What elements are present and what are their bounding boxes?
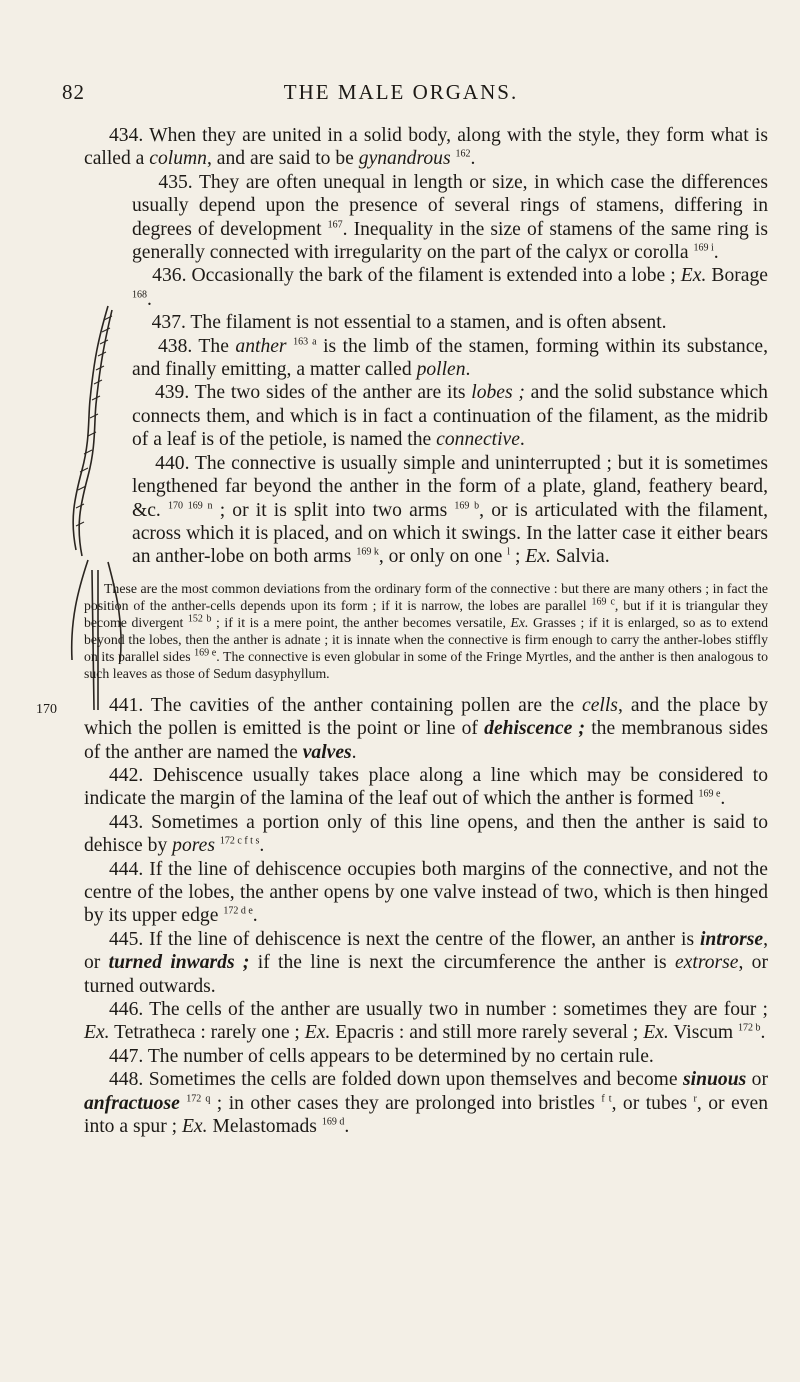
- running-title: THE MALE ORGANS.: [283, 80, 519, 104]
- paragraph-446: 446. The cells of the anther are usually two in number : sometimes they are four ; Ex. Tetratheca : rarely one ; Ex. Epacris : and still more rarely several ; Ex. Viscum $^{172 b}$.: [84, 999, 768, 1044]
- paragraph-442: 442. Dehiscence usually takes place along a line which may be considered to indicate the margin of the lamina of the leaf out of which the anther is formed $^{169 e}$.: [84, 764, 768, 810]
- footnote-block: These are the most common deviations from the ordinary form of the connective : but there are many others ; in fact the position of the anther-cells depends upon its form ; if it is narrow, the lobes are parallel $^{169 c}$, but if it is triangular they become divergent $^{152 b}$ ; if it is a mere point, the anther becomes versatile, Ex. Grasses ; if it is enlarged, so as to extend beyond the lobes, then the anther is adnate ; it is innate when the connective is firm enough to carry the anther-lobes stiffly on its parallel sides $^{169 e}$. The connective is even globular in some of the Fringe Myrtles, and the anther is then analogous to such leaves as those of Sedum dasyphyllum.: [84, 580, 769, 681]
- page-body: [84, 124, 768, 1138]
- lower-body: [84, 694, 768, 1139]
- paragraph-440: 440. The connective is usually simple and uninterrupted ; but it is sometimes lengthened far beyond the anther in the form of a plate, gland, feathery beard, &c. $^{170 169 n}$ ; or it is split into two arms $^{169 b}$, or is articulated with the filament, across which it is placed, and on which it swings. In the latter case it either bears an anther-lobe on both arms $^{169 k}$, or only on one $^l$ ; Ex. Salvia.: [132, 452, 769, 568]
- paragraph-436: 436. Occasionally the bark of the filament is extended into a lobe ; Ex. Borage $^{168}$.: [132, 265, 769, 310]
- page-number: 82: [62, 80, 85, 104]
- paragraph-437: 437. The filament is not essential to a stamen, and is often absent.: [132, 312, 667, 334]
- paragraph-439: 439. The two sides of the anther are its lobes ; and the solid substance which connects them, and which is in fact a continuation of the filament, as the midrib of a leaf is of the petiole, is named the connective.: [132, 382, 768, 451]
- paragraph-434: 434. When they are united in a solid body, along with the style, they form what is called a column, and are said to be gynandrous $^{162}$.: [84, 125, 768, 170]
- paragraph-447: 447. The number of cells appears to be determined by no certain rule.: [109, 1045, 654, 1067]
- paragraph-441: 441. The cavities of the anther containing pollen are the cells, and the place by which the pollen is emitted is the point or line of dehiscence ; the membranous sides of the anther are named the valves.: [84, 694, 768, 763]
- margin-figure-number: 170: [36, 702, 57, 717]
- paragraph-438: 438. The anther $^{163 a}$ is the limb of the stamen, forming within its substance, and finally emitting, a matter called pollen.: [132, 335, 768, 381]
- paragraph-445: 445. If the line of dehiscence is next the centre of the flower, an anther is introrse, or turned inwards ; if the line is next the circumference the anther is extrorse, or turned outwards.: [84, 928, 769, 997]
- paragraph-435: 435. They are often unequal in length or size, in which case the differences usually depend upon the presence of several rings of stamens, differing in degrees of development $^{167}$. Inequality in the size of stamens of the same ring is generally connected with irregularity on the part of the calyx or corolla $^{169 i}$.: [132, 171, 768, 264]
- paragraph-448: 448. Sometimes the cells are folded down upon themselves and become sinuous or anfractuose $^{172 q}$ ; in other cases they are prolonged into bristles $^{f t}$, or tubes $^r$, or even into a spur ; Ex. Melastomads $^{169 d}$.: [84, 1069, 769, 1138]
- paragraph-444: 444. If the line of dehiscence occupies both margins of the connective, and not the centre of the lobes, the anther opens by one valve instead of two, which is then hinged by its upper edge $^{172 d e}$.: [84, 858, 768, 927]
- paragraph-443: 443. Sometimes a portion only of this line opens, and then the anther is said to dehisce by pores $^{172 c f t s}$.: [84, 811, 768, 857]
